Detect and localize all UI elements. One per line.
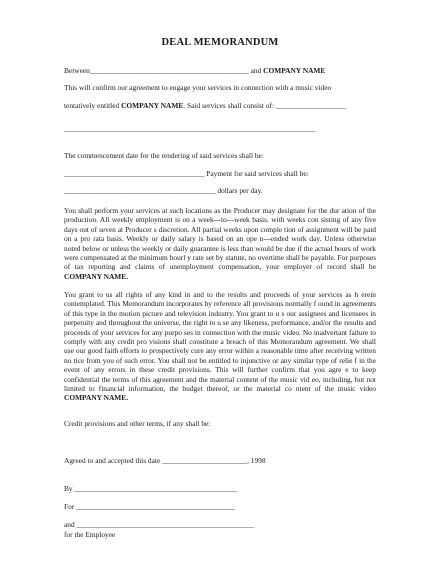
commencement-line: The commencement date for the rendering of said services shall be: (64, 151, 264, 160)
company-name: COMPANY NAME (263, 66, 326, 75)
between-line (64, 66, 376, 76)
employee-line: for the Employee (64, 530, 116, 539)
memo-title: DEAL MEMORANDUM (161, 37, 279, 48)
dollars-line: _________________________________________ dollars per day. (64, 186, 263, 195)
payment-line: ______________________________________ Payment for said services shall be: (64, 169, 309, 178)
confirm-line: This will confirm our agreement to engage your services in connection with a music video (64, 83, 332, 92)
by-line: By ____________________________________________ (64, 484, 238, 493)
and-line: and ________________________________________________ (64, 520, 254, 529)
services-paragraph (64, 206, 376, 281)
services-paragraph-text: You shall perform your services at such locations as the Producer may designate for the dur ation of the production. All weekly employment is on a week---to---week basis. with weeks con sisting of any five days out of seven at Producer s discretion. All partial weeks upon comple tion of assignment will be paid on a pro rata basis. Weekly or daily salary is based on an ope n---ended work day. Unless otherwise noted below or unless the weekly or daily guarantee is less than would be due if the actual hours of work were compensated at the minimum hourl y rate set by statute, no overtime shall be payable. For purposes of tax reporting and claims of unemployment compensation, your employer of record shall be (64, 206, 376, 272)
between-text: Between___________________________________________ and (64, 66, 262, 75)
rights-paragraph-text: You grant to us all rights of any kind in and to the results and proceeds of your services as h erein contemplated. This Memorandum incorporates by reference all provisions normally f ound in agreements of this type in the motion picture and television industry. You grant to u s our assignees and licensees in perpetuity and throughout the universe, the right to u se any likeness, performance, and/or the results and proceeds of your services for any purpo ses in connection with the music video. No inadvertant failure to comply with any credit pro visions shall constitute a breach of this Memorandum agreement. We shall use our good faith efforts to prospectively cure any error within a reasonable time after receiving written no tice from you of such error. You shall not be entitled to injunctive or any similar type of relie f in the event of any errors in these credit provisions. This will further confirm that you agre e to keep confidential the terms of this agreement and the material content of the music vid eo, including, but not limited to financial information, the budget thereof, or the material co ntent of the music video (64, 290, 376, 394)
credit-line: Credit provisions and other terms, if any shall be: (64, 419, 211, 428)
agreed-line: Agreed to and accepted this date _______________________, 1998 (64, 456, 266, 465)
rights-paragraph (64, 290, 376, 403)
company-name: COMPANY NAME. (64, 393, 129, 403)
entitled-text: tentatively entitled (64, 101, 120, 110)
for-line: For ___________________________________________ (64, 502, 236, 511)
services-text: . Said services shall consist of: ___________________ (183, 101, 347, 110)
entitled-line (64, 101, 376, 111)
company-name: COMPANY NAME. (64, 271, 129, 281)
company-name: COMPANY NAME (121, 101, 184, 110)
blank-line: ____________________________________________________________________ (64, 124, 316, 133)
